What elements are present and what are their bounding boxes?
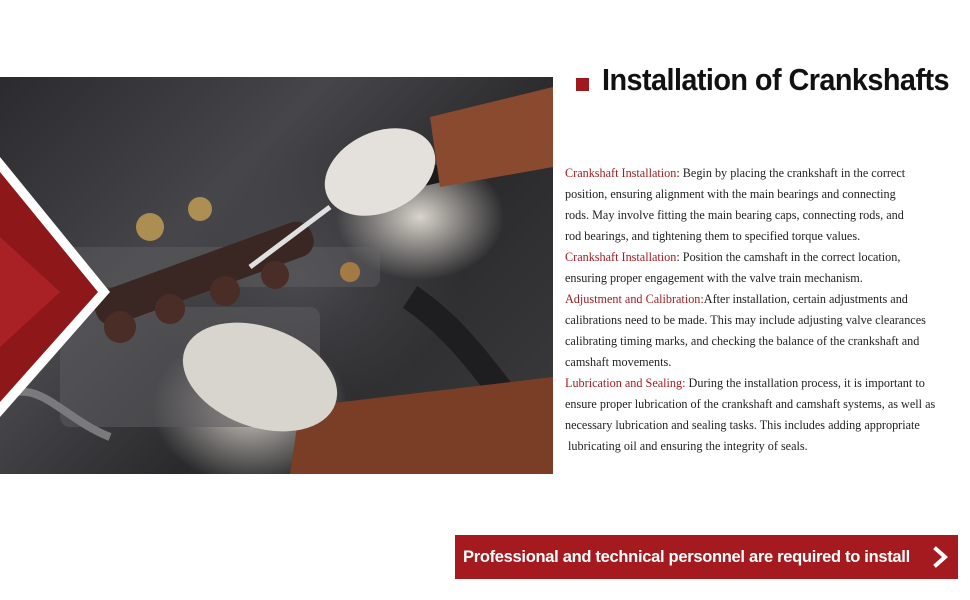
section-term: Lubrication and Sealing: xyxy=(565,376,686,390)
section-term-separator: : xyxy=(676,250,683,264)
section-line: calibrating timing marks, and checking the balance of the crankshaft and xyxy=(565,334,920,348)
section-term: Adjustment and Calibration: xyxy=(565,292,704,306)
section-line: rod bearings, and tightening them to specified torque values. xyxy=(565,229,861,243)
section-camshaft-position xyxy=(565,247,969,289)
section-line: camshaft movements. xyxy=(565,355,672,369)
section-line: position, ensuring alignment with the main bearings and connecting xyxy=(565,187,896,201)
banner-label: Professional and technical personnel are required to install xyxy=(463,547,910,566)
section-line: rods. May involve fitting the main bearing caps, connecting rods, and xyxy=(565,208,904,222)
installation-description xyxy=(565,163,969,457)
title-bullet-square xyxy=(576,78,589,91)
section-line: calibrations need to be made. This may include adjusting valve clearances xyxy=(565,313,926,327)
section-lubrication-sealing xyxy=(565,373,969,457)
section-adjustment-calibration xyxy=(565,289,969,373)
engine-photo-illustration xyxy=(0,77,553,474)
section-line: lubricating oil and ensuring the integrity of seals. xyxy=(565,439,808,453)
professional-install-banner[interactable] xyxy=(455,535,958,579)
section-crankshaft-installation xyxy=(565,163,969,247)
section-line: necessary lubrication and sealing tasks. This includes adding appropriate xyxy=(565,418,920,432)
section-line: After installation, certain adjustments and xyxy=(703,292,908,306)
section-line: Begin by placing the crankshaft in the correct xyxy=(682,166,906,180)
section-term-separator: : xyxy=(676,166,683,180)
section-line: Position the camshaft in the correct location, xyxy=(682,250,901,264)
engine-repair-photo xyxy=(0,77,553,474)
section-term: Crankshaft Installation xyxy=(565,166,677,180)
page-title: Installation of Crankshafts xyxy=(602,62,949,97)
chevron-right-icon xyxy=(932,546,950,568)
section-line: ensure proper lubrication of the crankshaft and camshaft systems, as well as xyxy=(565,397,936,411)
section-term: Crankshaft Installation xyxy=(565,250,677,264)
section-line: ensuring proper engagement with the valve train mechanism. xyxy=(565,271,863,285)
section-line: During the installation process, it is important to xyxy=(688,376,925,390)
